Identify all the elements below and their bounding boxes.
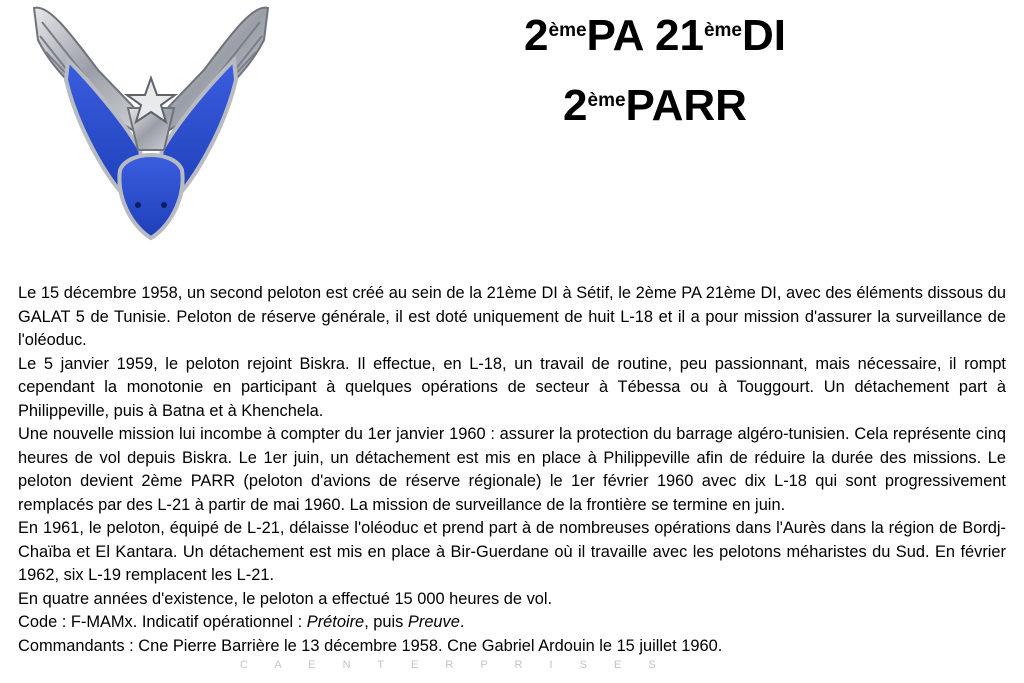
title-unit: PA 21 xyxy=(586,11,704,60)
code-prefix: Code : F-MAMx. Indicatif opérationnel : xyxy=(18,613,307,631)
unit-insignia-badge xyxy=(28,0,274,244)
title-superscript: ème xyxy=(548,20,587,41)
paragraph-flight-hours: En quatre années d'existence, le peloton a effectué 15 000 heures de vol. xyxy=(18,589,553,608)
watermark: C A E N T E R P R I S E S xyxy=(240,659,668,671)
callsign-pretoire: Prétoire xyxy=(306,613,365,631)
title-superscript: ème xyxy=(703,20,742,41)
paragraph-barrage-mission: Une nouvelle mission lui incombe à compter du 1er janvier 1960 : assurer la protection du barrage algéro-tunisien. Cela représente cinq heures de vol depuis Biskra. Le 1er juin, un détachement est mis en place à Philippeville afin de réduire la durée des missions. Le peloton devient 2ème PARR (peloton d'avions de réserve régionale) le 1er février 1960 avec dix L-18 qui sont progressivement remplacés par des L-21 à partir de mai 1960. La mission de surveillance de la frontière se termine en juin. xyxy=(18,425,1006,514)
paragraph-codes xyxy=(18,611,1006,635)
history-text xyxy=(18,282,1006,658)
paragraph-biskra: Le 5 janvier 1959, le peloton rejoint Biskra. Il effectue, en L-18, un travail de routine, peu passionnant, mais nécessaire, il rompt cependant la monotonie en participant à quelques opérations de secteur à Tébessa ou à Touggourt. Un détachement part à Philippeville, puis à Batna et à Khenchela. xyxy=(18,354,1006,420)
paragraph-commanders: Commandants : Cne Pierre Barrière le 13 décembre 1958. Cne Gabriel Ardouin le 15 juillet 1960. xyxy=(18,636,723,655)
paragraph-creation: Le 15 décembre 1958, un second peloton est créé au sein de la 21ème DI à Sétif, le 2ème PA 21ème DI, avec des éléments dissous du GALAT 5 de Tunisie. Peloton de réserve générale, il est doté uniquement de huit L-18 et il a pour mission d'assurer la surveillance de l'oléoduc. xyxy=(18,284,1006,349)
title-superscript: ème xyxy=(587,90,626,111)
code-suffix: . xyxy=(459,613,465,631)
paragraph-1961: En 1961, le peloton, équipé de L-21, délaisse l'oléoduc et prend part à de nombreuses opérations dans l'Aurès dans la région de Bordj-Chaïba et El Kantara. Un détachement est mis en place à Bir-Guerdane où il travaille avec les pelotons méharistes du Sud. En février 1962, six L-19 remplacent les L-21. xyxy=(18,519,1006,584)
title-line-2 xyxy=(420,81,890,130)
code-middle: , puis xyxy=(364,613,408,631)
title-line-1 xyxy=(420,11,890,60)
title-number: 2 xyxy=(563,81,588,130)
title-number: 2 xyxy=(524,11,549,60)
callsign-preuve: Preuve xyxy=(407,613,460,631)
title-division: DI xyxy=(741,11,786,60)
title-unit: PARR xyxy=(625,81,747,130)
winged-badge-icon xyxy=(28,0,274,244)
